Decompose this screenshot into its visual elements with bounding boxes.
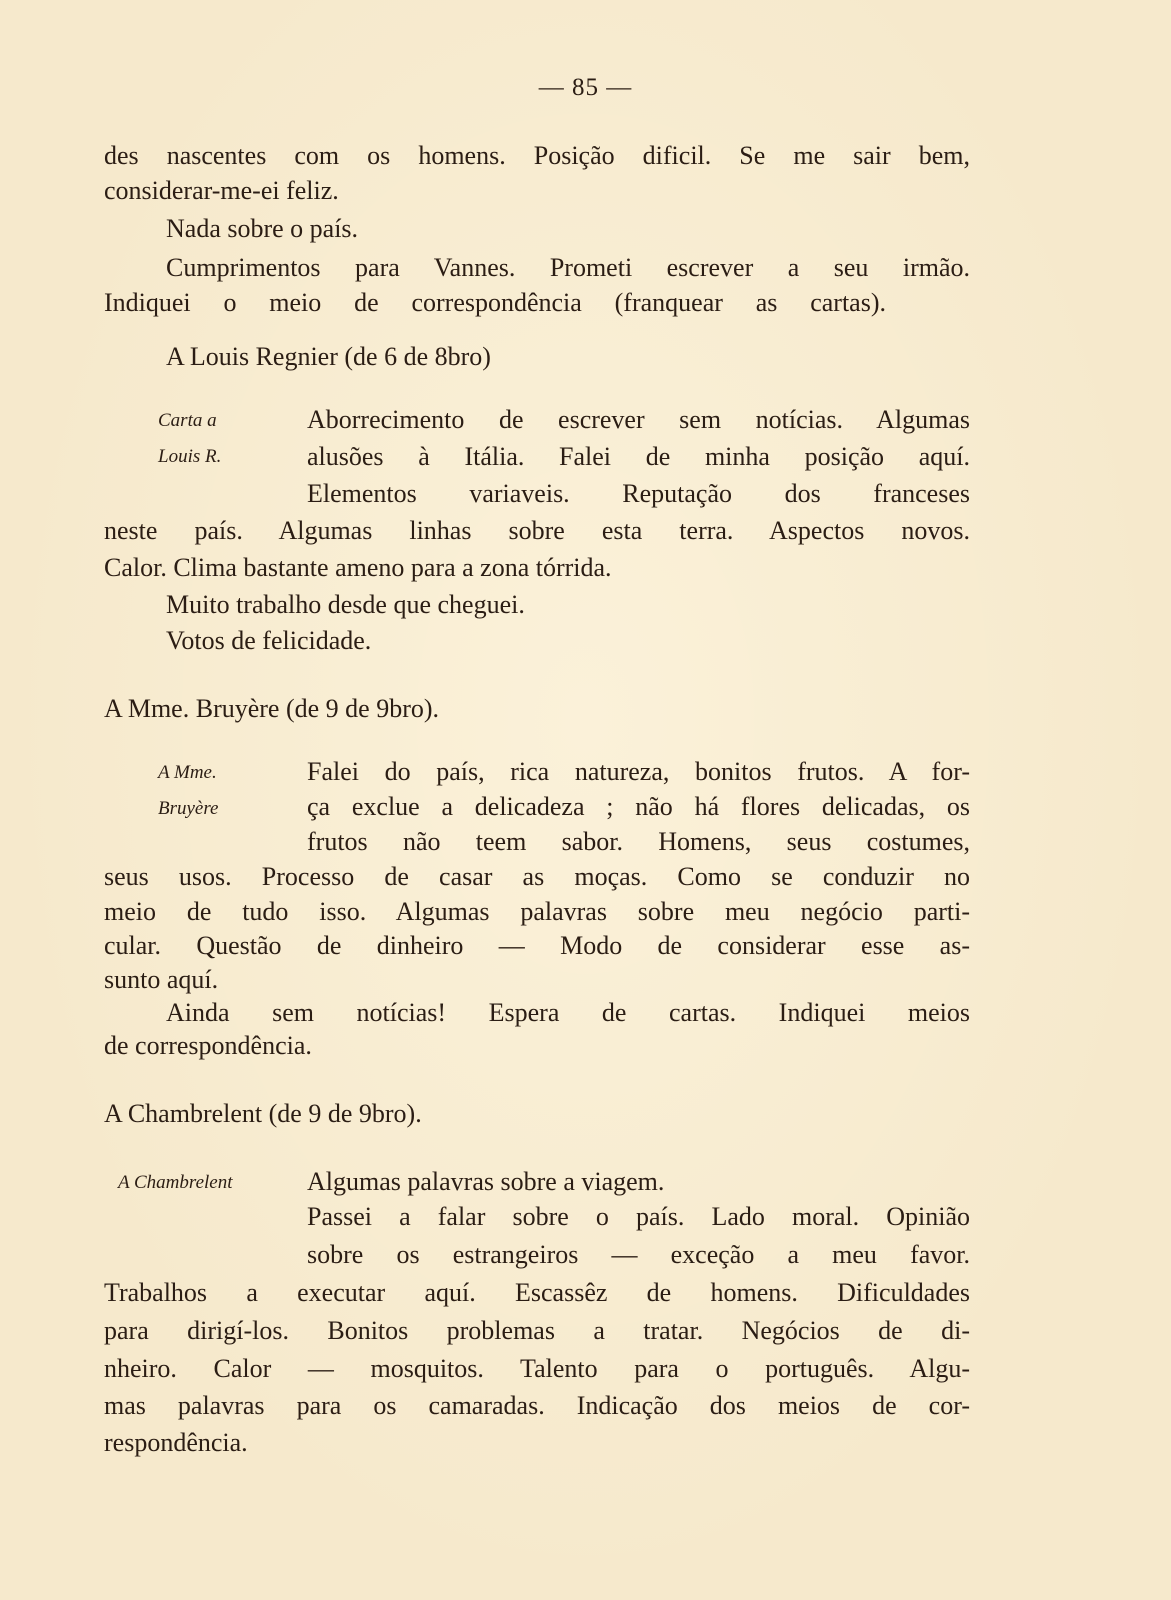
letter-heading-louis-regnier: A Louis Regnier (de 6 de 8bro) — [166, 342, 491, 371]
margin-note: A Chambrelent — [118, 1172, 233, 1193]
text-line: sobre os estrangeiros — exceção a meu favor. — [307, 1240, 970, 1269]
text-line: Trabalhos a executar aquí. Escassêz de homens. Dificuldades — [104, 1278, 970, 1307]
margin-note: Carta a — [158, 410, 217, 431]
text-line: ça exclue a delicadeza ; não há flores delicadas, os — [307, 792, 970, 821]
text-line: Aborrecimento de escrever sem notícias. Algumas — [307, 405, 970, 434]
text-line: Nada sobre o país. — [166, 214, 359, 243]
text-line: Falei do país, rica natureza, bonitos frutos. A for- — [307, 757, 970, 786]
text-line: frutos não teem sabor. Homens, seus costumes, — [307, 827, 970, 856]
margin-note: A Mme. — [158, 762, 217, 783]
text-line: Algumas palavras sobre a viagem. — [307, 1167, 665, 1196]
text-line: des nascentes com os homens. Posição dificil. Se me sair bem, — [104, 141, 970, 170]
margin-note: Bruyère — [158, 798, 219, 819]
text-line: respondência. — [104, 1428, 248, 1457]
margin-note: Louis R. — [158, 446, 222, 467]
text-line: mas palavras para os camaradas. Indicação dos meios de cor- — [104, 1391, 970, 1420]
text-line: considerar-me-ei feliz. — [104, 176, 339, 205]
text-line: meio de tudo isso. Algumas palavras sobre meu negócio parti- — [104, 897, 970, 926]
letter-heading-chambrelent: A Chambrelent (de 9 de 9bro). — [104, 1099, 422, 1128]
text-line: Cumprimentos para Vannes. Prometi escrever a seu irmão. — [166, 253, 970, 282]
text-line: Indiquei o meio de correspondência (franquear as cartas). — [104, 288, 886, 317]
text-line: seus usos. Processo de casar as moças. Como se conduzir no — [104, 862, 970, 891]
text-line: Ainda sem notícias! Espera de cartas. Indiquei meios — [166, 998, 970, 1027]
text-line: Elementos variaveis. Reputação dos franceses — [307, 479, 970, 508]
text-line: Muito trabalho desde que cheguei. — [166, 590, 525, 619]
text-line: alusões à Itália. Falei de minha posição aquí. — [307, 442, 970, 471]
text-line: neste país. Algumas linhas sobre esta terra. Aspectos novos. — [104, 516, 970, 545]
text-line: nheiro. Calor — mosquitos. Talento para o português. Algu- — [104, 1354, 970, 1383]
text-line: Votos de felicidade. — [166, 626, 372, 655]
text-line: para dirigí-los. Bonitos problemas a tratar. Negócios de di- — [104, 1316, 970, 1345]
text-line: sunto aquí. — [104, 965, 219, 994]
page-number: — 85 — — [538, 74, 633, 101]
text-line: de correspondência. — [104, 1031, 312, 1060]
text-line: Calor. Clima bastante ameno para a zona tórrida. — [104, 553, 612, 582]
text-line: cular. Questão de dinheiro — Modo de considerar esse as- — [104, 931, 970, 960]
letter-heading-mme-bruyere: A Mme. Bruyère (de 9 de 9bro). — [104, 694, 440, 723]
text-line: Passei a falar sobre o país. Lado moral. Opinião — [307, 1202, 970, 1231]
